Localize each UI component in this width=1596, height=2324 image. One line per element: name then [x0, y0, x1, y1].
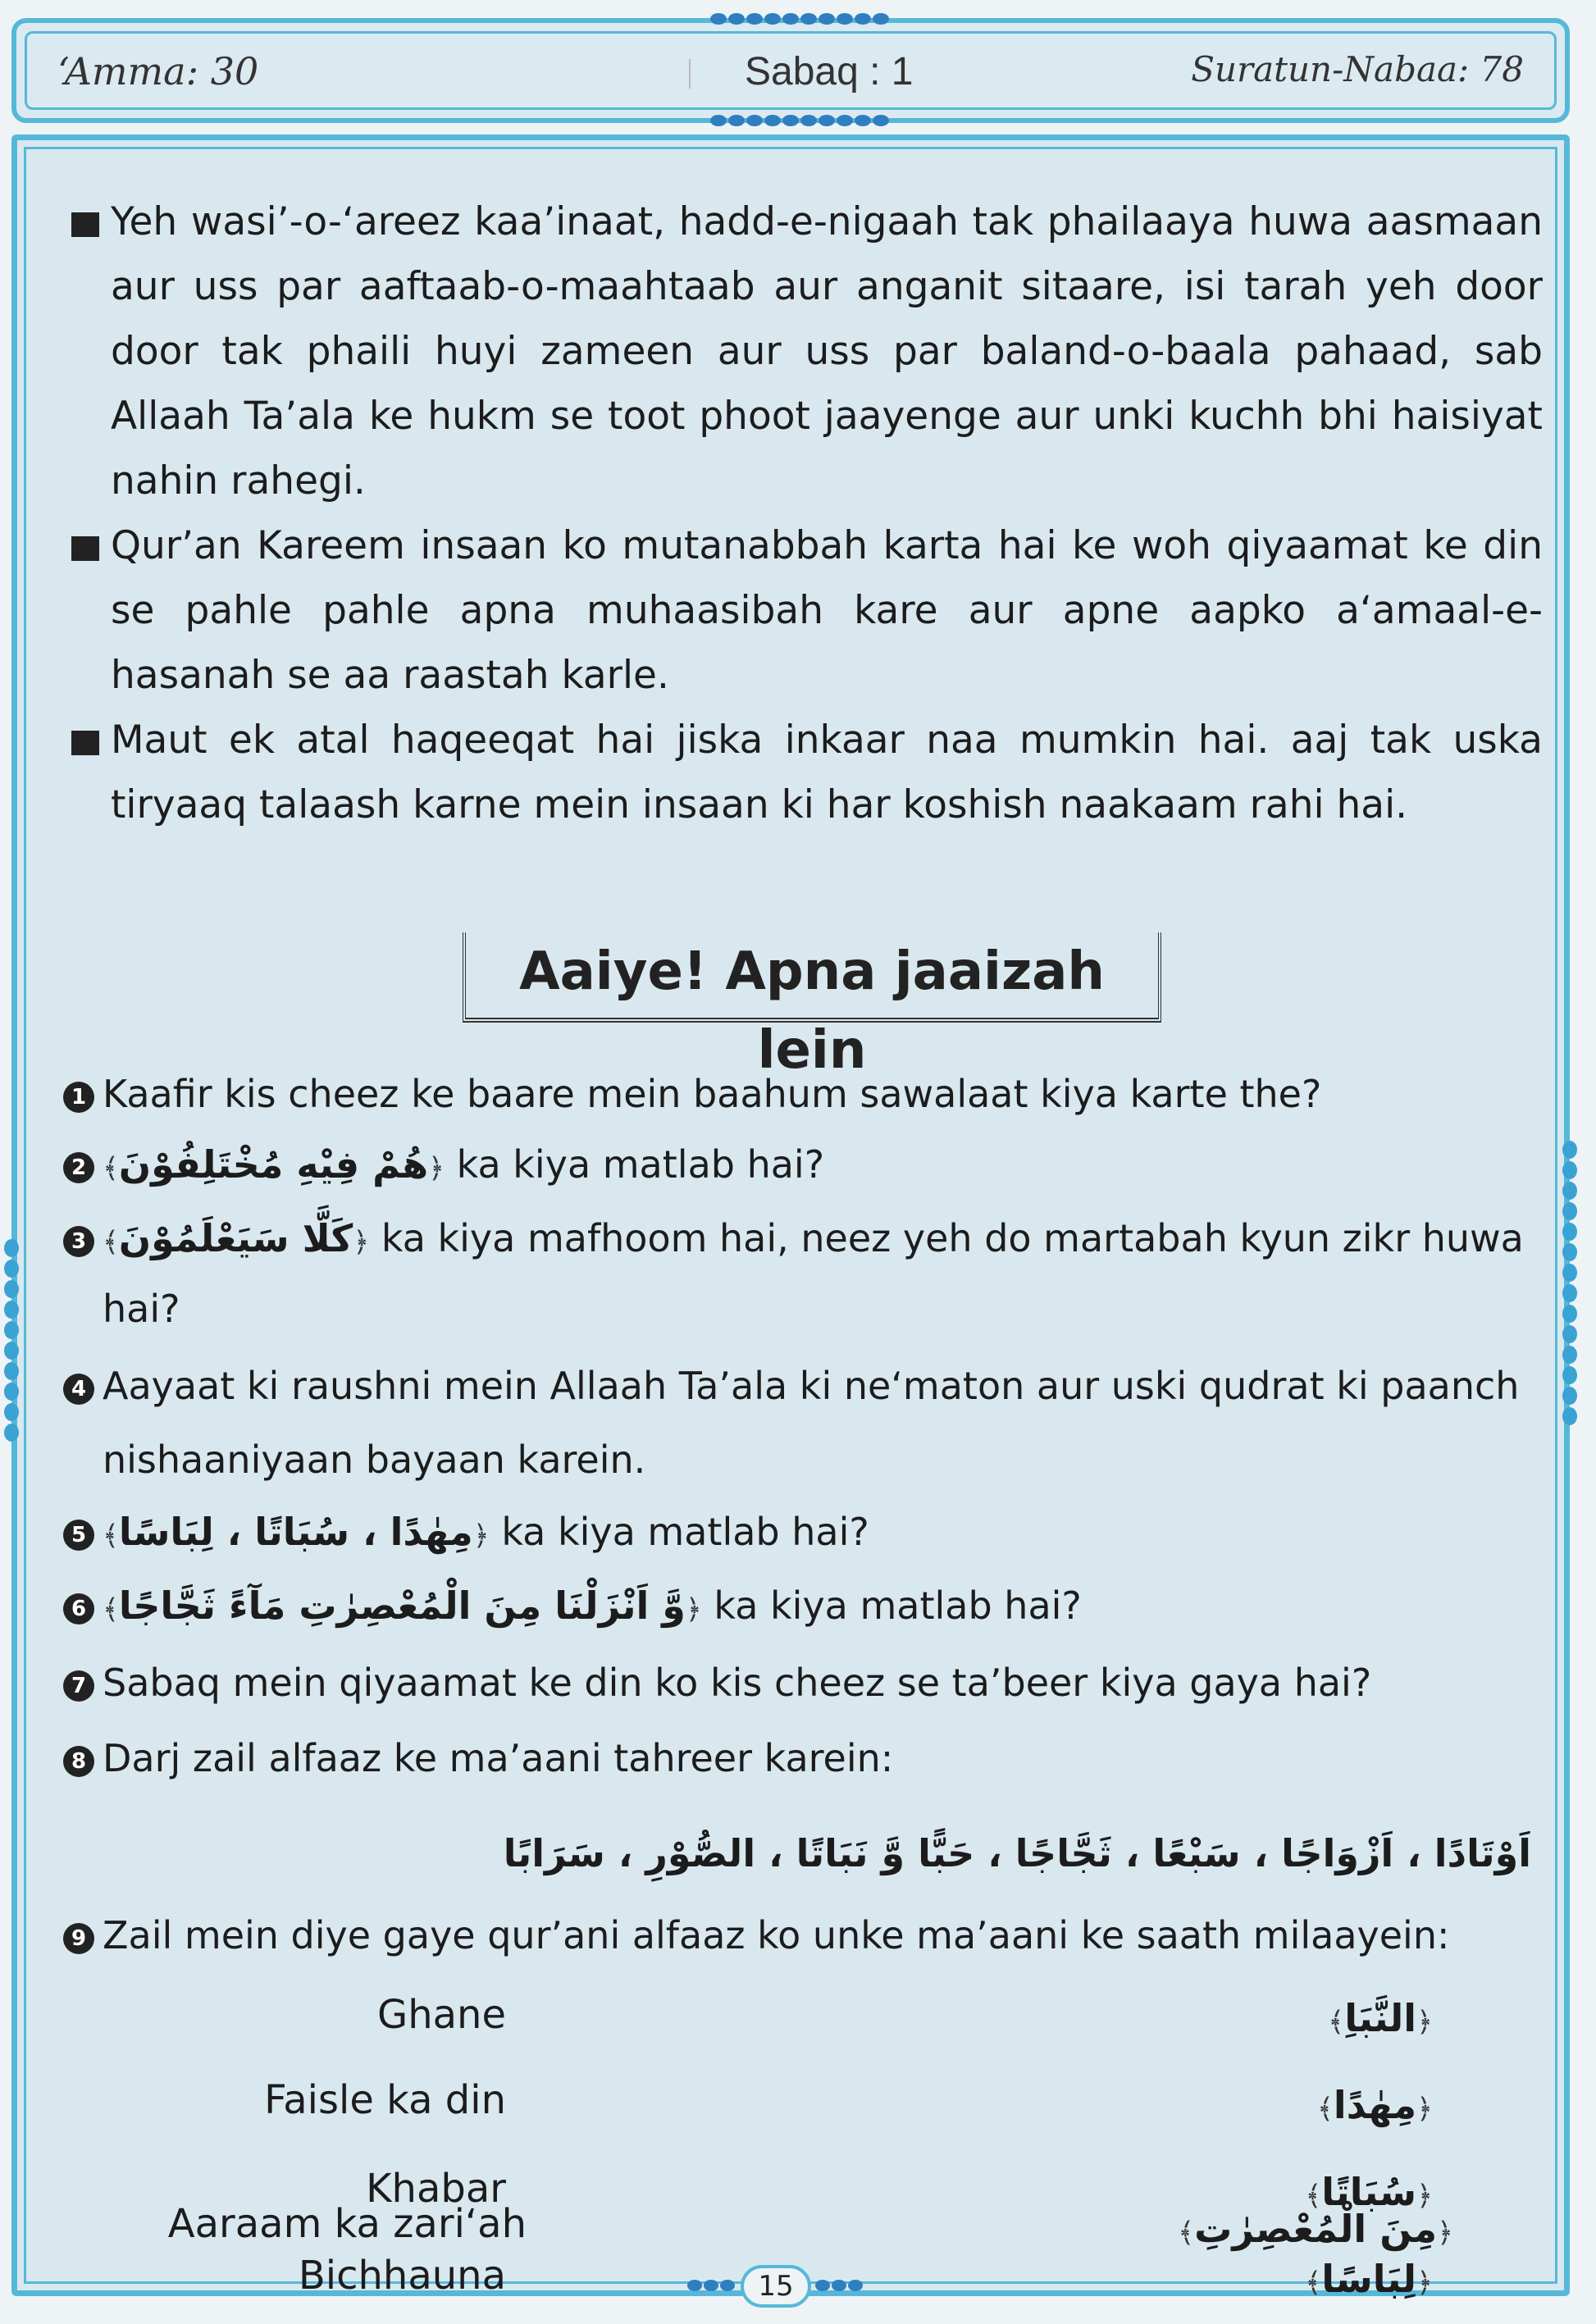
question-text: nishaaniyaan bayaan karein.	[103, 1438, 646, 1482]
question-text: ka kiya mafhoom hai, neez yeh do martabah kyun zikr huwa	[381, 1216, 1524, 1260]
square-bullet-icon	[71, 731, 99, 755]
ornament-bracket-icon: ﴿	[685, 1593, 702, 1626]
match-meaning: Ghane	[377, 1992, 506, 2038]
arabic-word: لِبَاسًا	[1321, 2257, 1417, 2301]
square-bullet-icon	[71, 212, 99, 237]
match-meaning: Faisle ka din	[264, 2077, 506, 2123]
surah-label: Suratun-Nabaa: 78	[1191, 49, 1524, 89]
lesson-label: Sabaq : 1	[745, 50, 914, 93]
match-arabic: ﴾مِهٰدًا﴿	[1316, 2083, 1433, 2127]
number-badge: 7	[63, 1670, 94, 1702]
ornament-bracket-icon: ﴿	[353, 1226, 370, 1259]
square-bullet-icon	[71, 536, 99, 561]
number-badge: 4	[63, 1374, 94, 1405]
number-badge: 8	[63, 1746, 94, 1777]
match-meaning: Aaraam ka zari‘ah	[167, 2201, 527, 2247]
arabic-word-list: اَوْتَادًا ، اَزْوَاجًا ، سَبْعًا ، ثَجَّاجًا ، حَبًّا وَّ نَبَاتًا ، الصُّوْرِ ، سَرَابًا	[503, 1831, 1531, 1875]
question-text: hai?	[103, 1287, 180, 1331]
question-8-arabic-words	[63, 1818, 1531, 1889]
ornament-bracket-icon: ﴾	[103, 1520, 119, 1552]
question-text: Kaafir kis cheez ke baare mein baahum sawalaat kiya karte the?	[103, 1072, 1322, 1116]
bullet-text: Qur’an Kareem insaan ko mutanabbah karta hai ke woh qiyaamat ke din se pahle pahle apna muhaasibah kare aur apne aapko a‘amaal-e-hasanah se aa raastah karle.	[111, 523, 1543, 698]
match-meaning: Bichhauna	[298, 2253, 506, 2299]
question-7	[63, 1647, 1556, 1718]
footer-right-beads	[815, 2280, 863, 2291]
arabic-word: مِهٰدًا	[1333, 2083, 1417, 2127]
number-badge: 2	[63, 1152, 94, 1183]
bullet-list	[66, 189, 1543, 837]
ornament-bracket-icon: ﴿	[428, 1152, 445, 1185]
arabic-phrase: هُمْ فِيْهِ مُخْتَلِفُوْنَ	[118, 1142, 429, 1187]
arabic-word: النَّبَاِ	[1344, 1996, 1417, 2040]
arabic-word: مِنَ الْمُعْصِرٰتِ	[1194, 2207, 1438, 2251]
ornament-bracket-icon: ﴾	[103, 1226, 119, 1259]
ornament-bracket-icon: ﴾	[103, 1152, 119, 1185]
question-text: Darj zail alfaaz ke ma’aani tahreer karein:	[103, 1736, 894, 1780]
question-4	[63, 1351, 1556, 1421]
content-frame	[11, 134, 1570, 2301]
match-arabic: ﴾النَّبَاِ﴿	[1328, 1996, 1433, 2040]
question-6	[63, 1570, 1556, 1645]
arabic-phrase: وَّ اَنْزَلْنَا مِنَ الْمُعْصِرٰتِ مَآءً ثَجَّاجًا	[118, 1584, 686, 1628]
ornament-bracket-icon: ﴾	[103, 1593, 119, 1626]
left-side-beads	[4, 1239, 19, 1442]
question-text: ka kiya matlab hai?	[714, 1584, 1082, 1628]
question-2	[63, 1129, 1556, 1204]
question-text: Sabaq mein qiyaamat ke din ko kis cheez se ta’beer kiya gaya hai?	[103, 1661, 1372, 1705]
question-9	[63, 1900, 1556, 1971]
question-text: Zail mein diye gaye qur’ani alfaaz ko unke ma’aani ke saath milaayein:	[103, 1913, 1450, 1957]
bullet-item	[66, 189, 1543, 513]
question-8	[63, 1723, 1556, 1793]
arabic-phrase: كَلَّا سَيَعْلَمُوْنَ	[118, 1216, 353, 1260]
number-badge: 3	[63, 1226, 94, 1257]
footer-left-beads	[687, 2280, 735, 2291]
number-badge: 9	[63, 1923, 94, 1954]
header-bottom-beads	[710, 115, 889, 126]
header-band	[11, 18, 1570, 123]
question-text: ka kiya matlab hai?	[501, 1510, 869, 1554]
match-arabic: ﴾مِنَ الْمُعْصِرٰتِ﴿	[1178, 2207, 1453, 2251]
bullet-text: Yeh wasi’-o-‘areez kaa’inaat, hadd-e-nigaah tak phailaaya huwa aasmaan aur uss par aaftaab-o-maahtaab aur anganit sitaare, isi tarah yeh door door tak phaili huyi zameen aur uss par baland-o-baala pahaad, sab Allaah Ta’ala ke hukm se toot phoot jaayenge aur unki kuchh bhi haisiyat nahin rahegi.	[111, 199, 1543, 504]
question-3-continuation	[63, 1274, 1595, 1344]
bullet-item	[66, 708, 1543, 837]
number-badge: 6	[63, 1593, 94, 1625]
arabic-phrase: مِهٰدًا ، سُبَاتًا ، لِبَاسًا	[118, 1510, 473, 1554]
header-divider	[689, 59, 691, 89]
bullet-text: Maut ek atal haqeeqat hai jiska inkaar naa mumkin hai. aaj tak uska tiryaaq talaash karne mein insaan ki har koshish naakaam rahi hai.	[111, 718, 1543, 827]
match-arabic: ﴾لِبَاسًا﴿	[1305, 2257, 1433, 2301]
question-text: Aayaat ki raushni mein Allaah Ta’ala ki ne‘maton aur uski qudrat ki paanch	[103, 1364, 1520, 1408]
question-5	[63, 1497, 1556, 1571]
number-badge: 5	[63, 1520, 94, 1551]
ornament-bracket-icon: ﴿	[472, 1520, 490, 1552]
section-title-box	[463, 932, 1161, 1081]
question-4-continuation	[63, 1424, 1595, 1495]
page-number: 15	[741, 2265, 811, 2308]
section-title: Aaiye! Apna jaaizah lein	[519, 941, 1105, 1081]
question-text: ka kiya matlab hai?	[456, 1142, 825, 1187]
question-3	[63, 1203, 1556, 1278]
question-1	[63, 1059, 1556, 1129]
juz-label: ‘Amma: 30	[57, 49, 259, 93]
arabic-word: سُبَاتًا	[1321, 2170, 1417, 2214]
match-meaning: Khabar	[366, 2166, 506, 2212]
header-top-beads	[710, 13, 889, 25]
bullet-item	[66, 513, 1543, 708]
number-badge: 1	[63, 1082, 94, 1113]
match-arabic: ﴾سُبَاتًا﴿	[1305, 2170, 1433, 2214]
